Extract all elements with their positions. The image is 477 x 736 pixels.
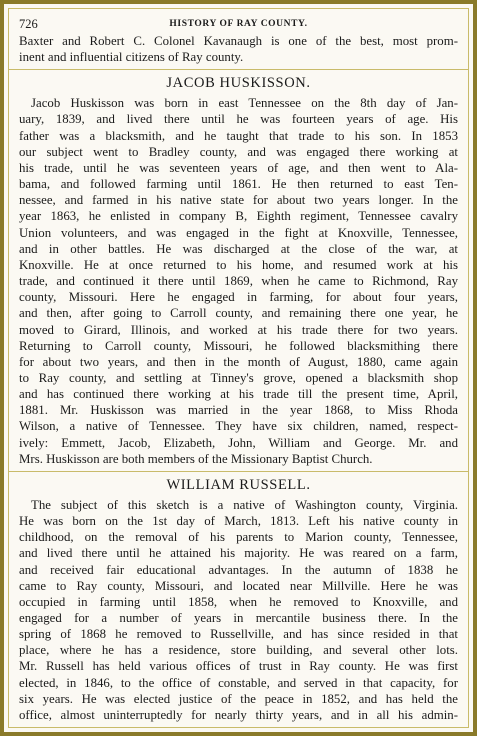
text-line: 1881. Mr. Huskisson was married in the year 1868, to Miss Rhoda (19, 403, 458, 418)
text-line: inent and influential citizens of Ray county. (19, 50, 244, 65)
text-line: Mrs. Huskisson are both members of the Missionary Baptist Church. (19, 451, 373, 466)
text-line: He was born on the 1st day of March, 1813. Left his native county in (19, 514, 458, 529)
section-body-russell (19, 497, 458, 723)
text-line: Union volunteers, and was engaged in the fight at Knoxville, Tennessee, (19, 225, 458, 240)
text-line: place, where he has a residence, store building, and several other lots. (19, 643, 458, 658)
text-line: and in other battles. He was discharged at the close of the war, at (19, 241, 458, 256)
page-header (19, 15, 458, 33)
section-divider (9, 471, 468, 472)
page-inner-border (8, 8, 469, 728)
text-line: Returning to Carroll county, Missouri, he followed blacksmithing there (19, 338, 458, 353)
section-heading-huskisson: JACOB HUSKISSON. (166, 75, 311, 92)
section-body-huskisson (19, 95, 458, 467)
text-line: spring of 1868 he removed to Russellville, and has since resided in that (19, 627, 458, 642)
text-line: Baxter and Robert C. Colonel Kavanaugh is one of the best, most prom- (19, 34, 458, 48)
text-line: county, Missouri. Here he engaged in farming, for about four years, (19, 290, 458, 305)
text-line: Jacob Huskisson was born in east Tennessee on the 8th day of Jan- (31, 96, 458, 111)
text-line: came to Ray county, Missouri, and located near Millville. Here he was (19, 578, 458, 593)
text-line: Knoxville. He at once returned to his home, and resumed work at his (19, 257, 458, 272)
page-number: 726 (19, 17, 38, 31)
text-line: year 1863, he enlisted in company B, Eighth regiment, Tennessee cavalry (19, 209, 458, 224)
text-line: to Ray county, and settling at Tinney's grove, opened a blacksmith shop (19, 370, 458, 385)
text-line: bama, and followed farming until 1861. He then returned to east Ten- (19, 177, 458, 192)
text-line: and has continued there working at his trade till the present time, April, (19, 387, 458, 402)
text-line: our subject went to Bradley county, and was engaged there working at (19, 144, 458, 159)
page-content (19, 15, 458, 723)
text-line: trade, and continued it there until 1869, when he came to Richmond, Ray (19, 274, 458, 289)
text-line: ively: Emmett, Jacob, Elizabeth, John, William and George. Mr. and (19, 435, 458, 450)
text-line: nessee, and farmed in his native state for about two years longer. In the (19, 193, 458, 208)
text-line: occupied in farming until 1858, when he removed to Knoxville, and (19, 594, 458, 609)
text-line: and lived there until he attained his majority. He was reared on a farm, (19, 546, 458, 561)
text-line: father was a blacksmith, and he taught that trade to his son. In 1853 (19, 128, 458, 143)
text-line: and then, after going to Carroll county, and remaining there one year, he (19, 306, 458, 321)
text-line: and received fair educational advantages. In the autumn of 1838 he (19, 562, 458, 577)
text-line: Wilson, a native of Tennessee. They have six children, named, respect- (19, 419, 458, 434)
text-line: office, almost uninterruptedly for nearly thirty years, and in all his admin- (19, 707, 458, 722)
text-line: childhood, on the removal of his parents to Marion county, Tennessee, (19, 530, 458, 545)
text-line: engaged for a number of years in mercantile business there. In the (19, 611, 458, 625)
text-line: uary, 1839, and lived there until he was fourteen years of age. His (19, 112, 458, 127)
text-line: six years. He was elected justice of the peace in 1852, and has held the (19, 691, 458, 706)
text-line: for about two years, and then in the month of August, 1880, came again (19, 354, 458, 369)
text-line: Mr. Russell has held various offices of trust in Ray county. He was first (19, 659, 458, 674)
intro-paragraph (19, 33, 458, 65)
text-line: The subject of this sketch is a native of Washington county, Virginia. (31, 497, 458, 512)
running-head: HISTORY OF RAY COUNTY. (169, 19, 308, 29)
section-divider (9, 69, 468, 70)
text-line: moved to Girard, Illinois, and worked at his trade there for two years. (19, 322, 458, 337)
text-line: elected, in 1846, to the office of constable, and served in that capacity, for (19, 675, 458, 690)
section-heading-russell: WILLIAM RUSSELL. (166, 476, 311, 493)
text-line: his trade, until he was seventeen years of age, and then went to Ala- (19, 160, 458, 175)
